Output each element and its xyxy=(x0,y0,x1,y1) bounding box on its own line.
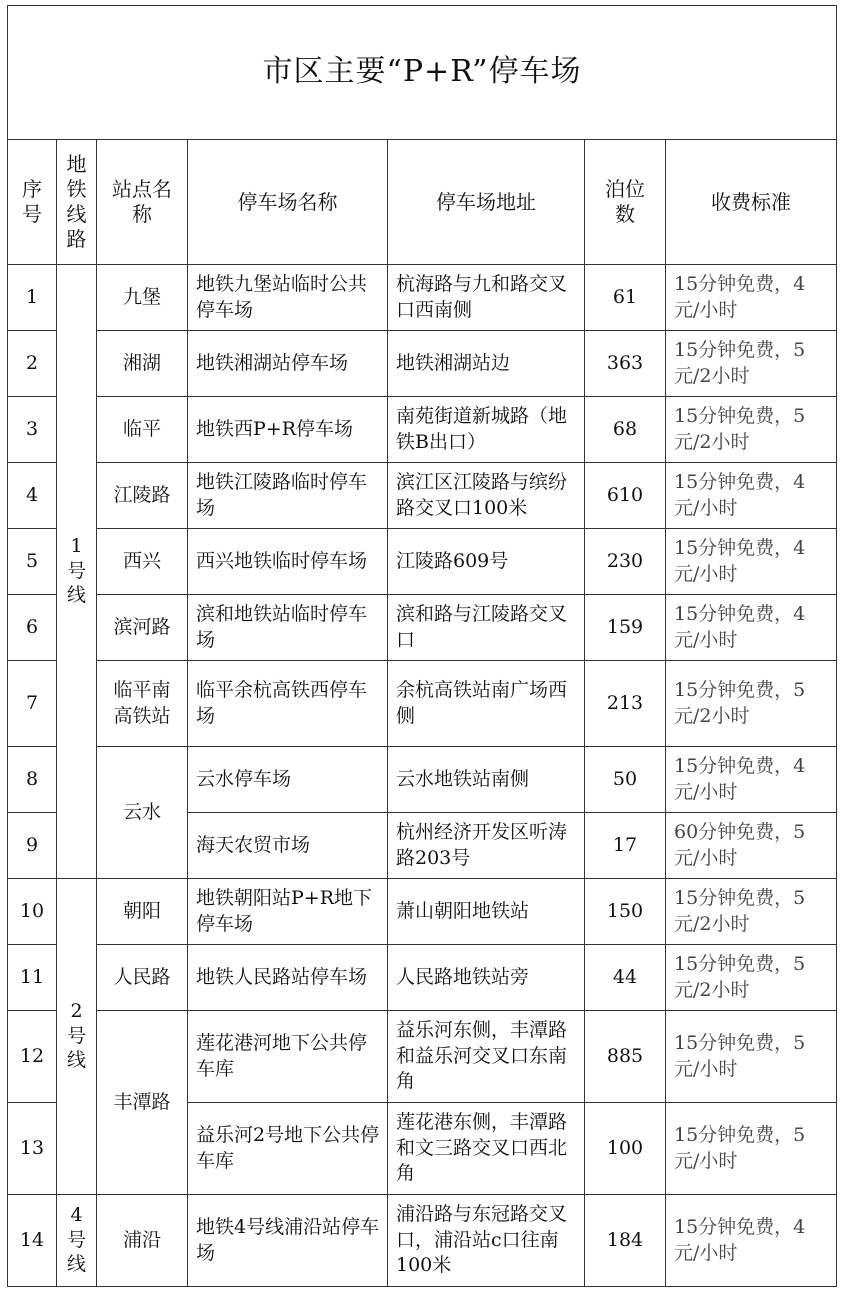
address-cell: 浦沿路与东冠路交叉口，浦沿站c口往南100米 xyxy=(388,1195,585,1287)
address-cell: 地铁湘湖站边 xyxy=(388,331,585,397)
fee-cell: 15分钟免费，4元/小时 xyxy=(666,1195,837,1287)
station-cell: 湘湖 xyxy=(97,331,188,397)
lot-name-cell: 临平余杭高铁西停车场 xyxy=(188,661,388,747)
fee-cell: 15分钟免费，5元/2小时 xyxy=(666,879,837,945)
spaces-cell: 230 xyxy=(585,529,666,595)
address-cell: 莲花港东侧，丰潭路和文三路交叉口西北角 xyxy=(388,1103,585,1195)
seq-cell: 6 xyxy=(8,595,57,661)
header-station: 站点名称 xyxy=(97,140,188,265)
station-cell: 人民路 xyxy=(97,945,188,1011)
line-1-cell: 1号线 xyxy=(57,265,97,879)
lot-name-cell: 地铁西P+R停车场 xyxy=(188,397,388,463)
address-cell: 余杭高铁站南广场西侧 xyxy=(388,661,585,747)
lot-name-cell: 地铁湘湖站停车场 xyxy=(188,331,388,397)
table-row xyxy=(8,397,837,463)
table-row xyxy=(8,529,837,595)
table-row xyxy=(8,265,837,331)
station-cell: 朝阳 xyxy=(97,879,188,945)
fee-cell: 15分钟免费，4元/小时 xyxy=(666,463,837,529)
fee-cell: 60分钟免费，5元/小时 xyxy=(666,813,837,879)
lot-name-cell: 滨和地铁站临时停车场 xyxy=(188,595,388,661)
seq-cell: 14 xyxy=(8,1195,57,1287)
address-cell: 云水地铁站南侧 xyxy=(388,747,585,813)
header-row xyxy=(8,140,837,265)
lot-name-cell: 地铁九堡站临时公共停车场 xyxy=(188,265,388,331)
lot-name-cell: 海天农贸市场 xyxy=(188,813,388,879)
table-row xyxy=(8,463,837,529)
seq-cell: 3 xyxy=(8,397,57,463)
address-cell: 萧山朝阳地铁站 xyxy=(388,879,585,945)
fee-cell: 15分钟免费，5元/小时 xyxy=(666,1103,837,1195)
seq-cell: 2 xyxy=(8,331,57,397)
parking-table-frame xyxy=(7,5,836,1289)
table-row xyxy=(8,661,837,747)
header-address: 停车场地址 xyxy=(388,140,585,265)
fee-cell: 15分钟免费，5元/2小时 xyxy=(666,331,837,397)
lot-name-cell: 益乐河2号地下公共停车库 xyxy=(188,1103,388,1195)
fee-cell: 15分钟免费，5元/2小时 xyxy=(666,945,837,1011)
seq-cell: 9 xyxy=(8,813,57,879)
station-cell: 临平 xyxy=(97,397,188,463)
parking-table xyxy=(7,5,837,1287)
line-2-cell: 2号线 xyxy=(57,879,97,1195)
spaces-cell: 363 xyxy=(585,331,666,397)
seq-cell: 8 xyxy=(8,747,57,813)
header-fee: 收费标准 xyxy=(666,140,837,265)
title-row xyxy=(8,6,837,140)
station-cell: 江陵路 xyxy=(97,463,188,529)
address-cell: 南苑街道新城路（地铁B出口） xyxy=(388,397,585,463)
fee-cell: 15分钟免费，4元/小时 xyxy=(666,747,837,813)
spaces-cell: 44 xyxy=(585,945,666,1011)
spaces-cell: 150 xyxy=(585,879,666,945)
seq-cell: 1 xyxy=(8,265,57,331)
seq-cell: 5 xyxy=(8,529,57,595)
table-row xyxy=(8,1011,837,1103)
lot-name-cell: 地铁4号线浦沿站停车场 xyxy=(188,1195,388,1287)
lot-name-cell: 地铁人民路站停车场 xyxy=(188,945,388,1011)
spaces-cell: 61 xyxy=(585,265,666,331)
table-row xyxy=(8,747,837,813)
fee-cell: 15分钟免费，5元/小时 xyxy=(666,1011,837,1103)
spaces-cell: 100 xyxy=(585,1103,666,1195)
table-row xyxy=(8,1195,837,1287)
address-cell: 杭州经济开发区听涛路203号 xyxy=(388,813,585,879)
fee-cell: 15分钟免费，4元/小时 xyxy=(666,595,837,661)
spaces-cell: 213 xyxy=(585,661,666,747)
seq-cell: 4 xyxy=(8,463,57,529)
address-cell: 杭海路与九和路交叉口西南侧 xyxy=(388,265,585,331)
table-row xyxy=(8,331,837,397)
lot-name-cell: 云水停车场 xyxy=(188,747,388,813)
address-cell: 滨和路与江陵路交叉口 xyxy=(388,595,585,661)
address-cell: 滨江区江陵路与缤纷路交叉口100米 xyxy=(388,463,585,529)
address-cell: 江陵路609号 xyxy=(388,529,585,595)
seq-cell: 7 xyxy=(8,661,57,747)
table-row xyxy=(8,879,837,945)
spaces-cell: 159 xyxy=(585,595,666,661)
fee-cell: 15分钟免费，4元/小时 xyxy=(666,265,837,331)
spaces-cell: 17 xyxy=(585,813,666,879)
header-seq: 序号 xyxy=(8,140,57,265)
fee-cell: 15分钟免费，5元/2小时 xyxy=(666,661,837,747)
seq-cell: 11 xyxy=(8,945,57,1011)
seq-cell: 13 xyxy=(8,1103,57,1195)
line-4-cell: 4号线 xyxy=(57,1195,97,1287)
fee-cell: 15分钟免费，5元/2小时 xyxy=(666,397,837,463)
header-spaces: 泊位数 xyxy=(585,140,666,265)
address-cell: 益乐河东侧，丰潭路和益乐河交叉口东南角 xyxy=(388,1011,585,1103)
seq-cell: 12 xyxy=(8,1011,57,1103)
spaces-cell: 610 xyxy=(585,463,666,529)
lot-name-cell: 莲花港河地下公共停车库 xyxy=(188,1011,388,1103)
address-cell: 人民路地铁站旁 xyxy=(388,945,585,1011)
lot-name-cell: 地铁朝阳站P+R地下停车场 xyxy=(188,879,388,945)
header-lot-name: 停车场名称 xyxy=(188,140,388,265)
seq-cell: 10 xyxy=(8,879,57,945)
table-row xyxy=(8,595,837,661)
station-cell: 滨河路 xyxy=(97,595,188,661)
lot-name-cell: 西兴地铁临时停车场 xyxy=(188,529,388,595)
station-cell: 西兴 xyxy=(97,529,188,595)
station-cell: 丰潭路 xyxy=(97,1011,188,1195)
header-line: 地铁线路 xyxy=(57,140,97,265)
spaces-cell: 50 xyxy=(585,747,666,813)
station-cell: 九堡 xyxy=(97,265,188,331)
station-cell: 云水 xyxy=(97,747,188,879)
fee-cell: 15分钟免费，4元/小时 xyxy=(666,529,837,595)
spaces-cell: 68 xyxy=(585,397,666,463)
page-title: 市区主要“P+R”停车场 xyxy=(8,6,837,140)
table-row xyxy=(8,945,837,1011)
spaces-cell: 885 xyxy=(585,1011,666,1103)
station-cell: 浦沿 xyxy=(97,1195,188,1287)
station-cell: 临平南高铁站 xyxy=(97,661,188,747)
lot-name-cell: 地铁江陵路临时停车场 xyxy=(188,463,388,529)
spaces-cell: 184 xyxy=(585,1195,666,1287)
